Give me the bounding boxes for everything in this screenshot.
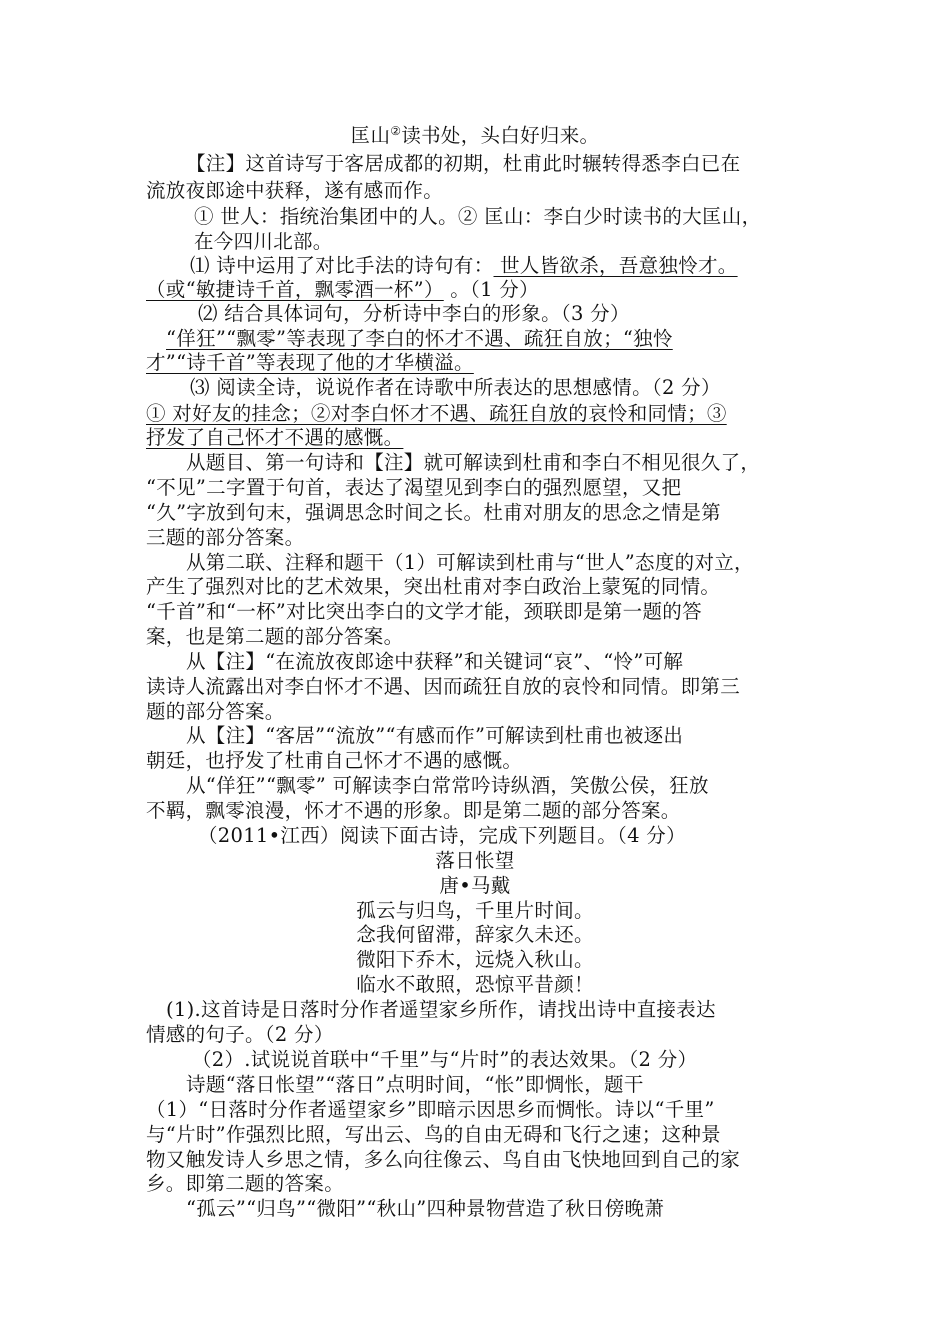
- answer-text: （或“敏捷诗千首，飘零酒一杯”）: [146, 278, 444, 301]
- poem-line: 孤云与归鸟，千里片时间。: [356, 899, 594, 922]
- poem-text: 匡山: [350, 124, 391, 147]
- paragraph-line: 从第二联、注释和题干（1）可解读到杜甫与“世人”态度的对立，: [186, 551, 754, 574]
- paragraph-line: 物又触发诗人乡思之情，多么向往像云、鸟自由飞快地回到自己的家: [146, 1148, 741, 1171]
- paragraph-line: 从【注】“客居”“流放”“有感而作”可解读到杜甫也被逐出: [186, 724, 684, 747]
- paragraph-line: “久”字放到句末，强调思念时间之长。杜甫对朋友的思念之情是第: [146, 501, 721, 524]
- paragraph-line: 题的部分答案。: [146, 700, 285, 723]
- question-2: ⑵ 结合具体词句，分析诗中李白的形象。（3 分）: [198, 302, 630, 325]
- paragraph-line: 乡。即第二题的答案。: [146, 1172, 345, 1195]
- paragraph-line: 从【注】“在流放夜郎途中获释”和关键词“哀”、“怜”可解: [186, 650, 684, 673]
- answer-text: 世人皆欲杀，吾意独怜才。: [493, 254, 738, 277]
- score-text: 。（1 分）: [443, 278, 539, 301]
- paragraph-line: 案，也是第二题的部分答案。: [146, 625, 404, 648]
- question-line: （2）.试说说首联中“千里”与“片时”的表达效果。（2 分）: [192, 1048, 698, 1071]
- paragraph-line: “千首”和“一杯”对比突出李白的文学才能，颈联即是第一题的答: [146, 600, 702, 623]
- poem-line: 微阳下乔木，远烧入秋山。: [356, 948, 594, 971]
- paragraph-line: 从“佯狂”“飘零” 可解读李白常常吟诗纵酒，笑傲公侯，狂放: [186, 774, 709, 797]
- poem-text: 读书处，头白好归来。: [401, 124, 600, 147]
- poem-line: [0, 122, 950, 150]
- question-prompt: ⑴ 诗中运用了对比手法的诗句有：: [190, 254, 494, 277]
- poem-line: 临水不敢照，恐惊平昔颜！: [356, 973, 594, 996]
- paragraph-line: “孤云”“归鸟”“微阳”“秋山”四种景物营造了秋日傍晚萧: [186, 1197, 665, 1220]
- footnote-marker: ②: [390, 124, 402, 138]
- paragraph-line: 与“片时”作强烈比照，写出云、鸟的自由无碍和飞行之速；这种景: [146, 1123, 721, 1146]
- note-line: 流放夜郎途中获释，遂有感而作。: [146, 179, 444, 202]
- answer-text: 抒发了自己怀才不遇的感慨。: [146, 426, 404, 449]
- paragraph-line: 三题的部分答案。: [146, 526, 305, 549]
- paragraph-line: “不见”二字置于句首，表达了渴望见到李白的强烈愿望，又把: [146, 476, 682, 499]
- poem-line: 念我何留滞，辞家久未还。: [356, 923, 594, 946]
- paragraph-line: 朝廷，也抒发了杜甫自己怀才不遇的感慨。: [146, 749, 523, 772]
- exercise-intro: （2011•江西）阅读下面古诗，完成下列题目。（4 分）: [198, 824, 686, 847]
- poem-author: 唐•马戴: [439, 874, 511, 897]
- note-line: 【注】这首诗写于客居成都的初期，杜甫此时辗转得悉李白已在: [186, 152, 741, 175]
- paragraph-line: （1）“日落时分作者遥望家乡”即暗示因思乡而惆怅。诗以“千里”: [146, 1098, 715, 1121]
- paragraph-line: 从题目、第一句诗和【注】就可解读到杜甫和李白不相见很久了，: [186, 451, 761, 474]
- poem-title: 落日怅望: [435, 849, 515, 872]
- paragraph-line: 产生了强烈对比的艺术效果，突出杜甫对李白政治上蒙冤的同情。: [146, 575, 721, 598]
- question-line: 情感的句子。（2 分）: [146, 1023, 334, 1046]
- answer-text: “佯狂”“飘零”等表现了李白的怀才不遇、疏狂自放；“独怜: [166, 327, 673, 350]
- answer-text: 才”“诗千首”等表现了他的才华横溢。: [146, 351, 474, 374]
- footnote-line: 在今四川北部。: [194, 230, 333, 253]
- answer-text: ① 对好友的挂念；②对李白怀才不遇、疏狂自放的哀怜和同情；③: [146, 402, 727, 425]
- paragraph-line: 读诗人流露出对李白怀才不遇、因而疏狂自放的哀怜和同情。即第三: [146, 675, 741, 698]
- paragraph-line: 不羁，飘零浪漫，怀才不遇的形象。即是第二题的部分答案。: [146, 799, 681, 822]
- paragraph-line: 诗题“落日怅望”“落日”点明时间，“怅”即惆怅，题干: [186, 1073, 644, 1096]
- question-3: ⑶ 阅读全诗，说说作者在诗歌中所表达的思想感情。（2 分）: [190, 376, 721, 399]
- question-line: (1).这首诗是日落时分作者遥望家乡所作，请找出诗中直接表达: [166, 998, 716, 1021]
- footnote-line: ① 世人：指统治集团中的人。② 匡山：李白少时读书的大匡山，: [194, 205, 762, 228]
